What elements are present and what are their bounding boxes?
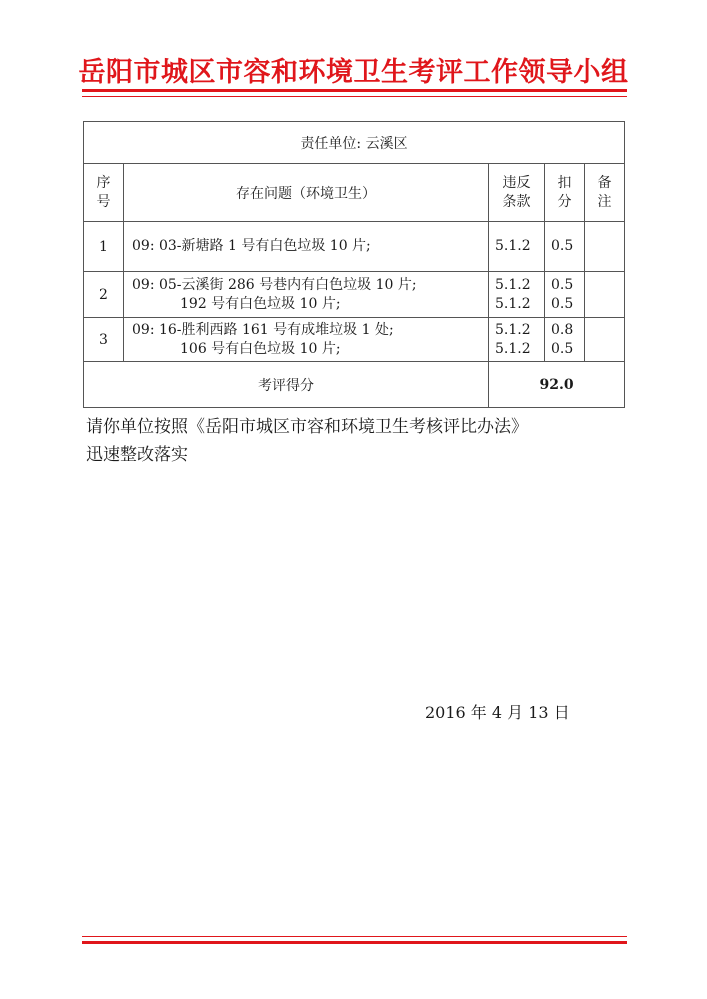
score-row [84, 362, 625, 408]
score-label: 考评得分 [84, 362, 489, 408]
header-deduct: 扣 分 [545, 164, 585, 222]
header-seq: 序 号 [84, 164, 124, 222]
unit-row [84, 122, 625, 164]
row-clause: 5.1.2 5.1.2 [489, 272, 545, 318]
footer-rule-thin [82, 936, 627, 937]
row-seq: 1 [84, 222, 124, 272]
footer-rule-thick [82, 941, 627, 944]
row-deduct: 0.5 0.5 [545, 272, 585, 318]
header-clause: 违反 条款 [489, 164, 545, 222]
row-issue: 09: 05-云溪街 286 号巷内有白色垃圾 10 片; 192 号有白色垃圾 10 片; [124, 272, 489, 318]
note-line-1: 请你单位按照《岳阳市城区市容和环境卫生考核评比办法》 [86, 417, 528, 437]
row-issue: 09: 03-新塘路 1 号有白色垃圾 10 片; [124, 222, 489, 272]
row-remark [585, 318, 625, 362]
note-line-2: 迅速整改落实 [86, 445, 188, 465]
document-title: 岳阳市城区市容和环境卫生考评工作领导小组 [78, 57, 629, 88]
header-rule-thin [82, 96, 627, 97]
table-header-row [84, 164, 625, 222]
row-deduct: 0.8 0.5 [545, 318, 585, 362]
row-deduct: 0.5 [545, 222, 585, 272]
table-row [84, 318, 625, 362]
row-issue: 09: 16-胜利西路 161 号有成堆垃圾 1 处; 106 号有白色垃圾 10 片; [124, 318, 489, 362]
inspection-table [83, 121, 625, 408]
rectification-note [86, 413, 528, 469]
issue-date: 2016 年 4 月 13 日 [425, 703, 570, 722]
responsible-unit: 责任单位: 云溪区 [84, 122, 625, 164]
row-clause: 5.1.2 [489, 222, 545, 272]
header-issue: 存在问题（环境卫生） [124, 164, 489, 222]
row-remark [585, 272, 625, 318]
header-remark: 备 注 [585, 164, 625, 222]
header-rule-thick [82, 89, 627, 92]
table-row [84, 222, 625, 272]
row-remark [585, 222, 625, 272]
row-clause: 5.1.2 5.1.2 [489, 318, 545, 362]
table-row [84, 272, 625, 318]
score-value: 92.0 [489, 362, 625, 408]
row-seq: 2 [84, 272, 124, 318]
row-seq: 3 [84, 318, 124, 362]
